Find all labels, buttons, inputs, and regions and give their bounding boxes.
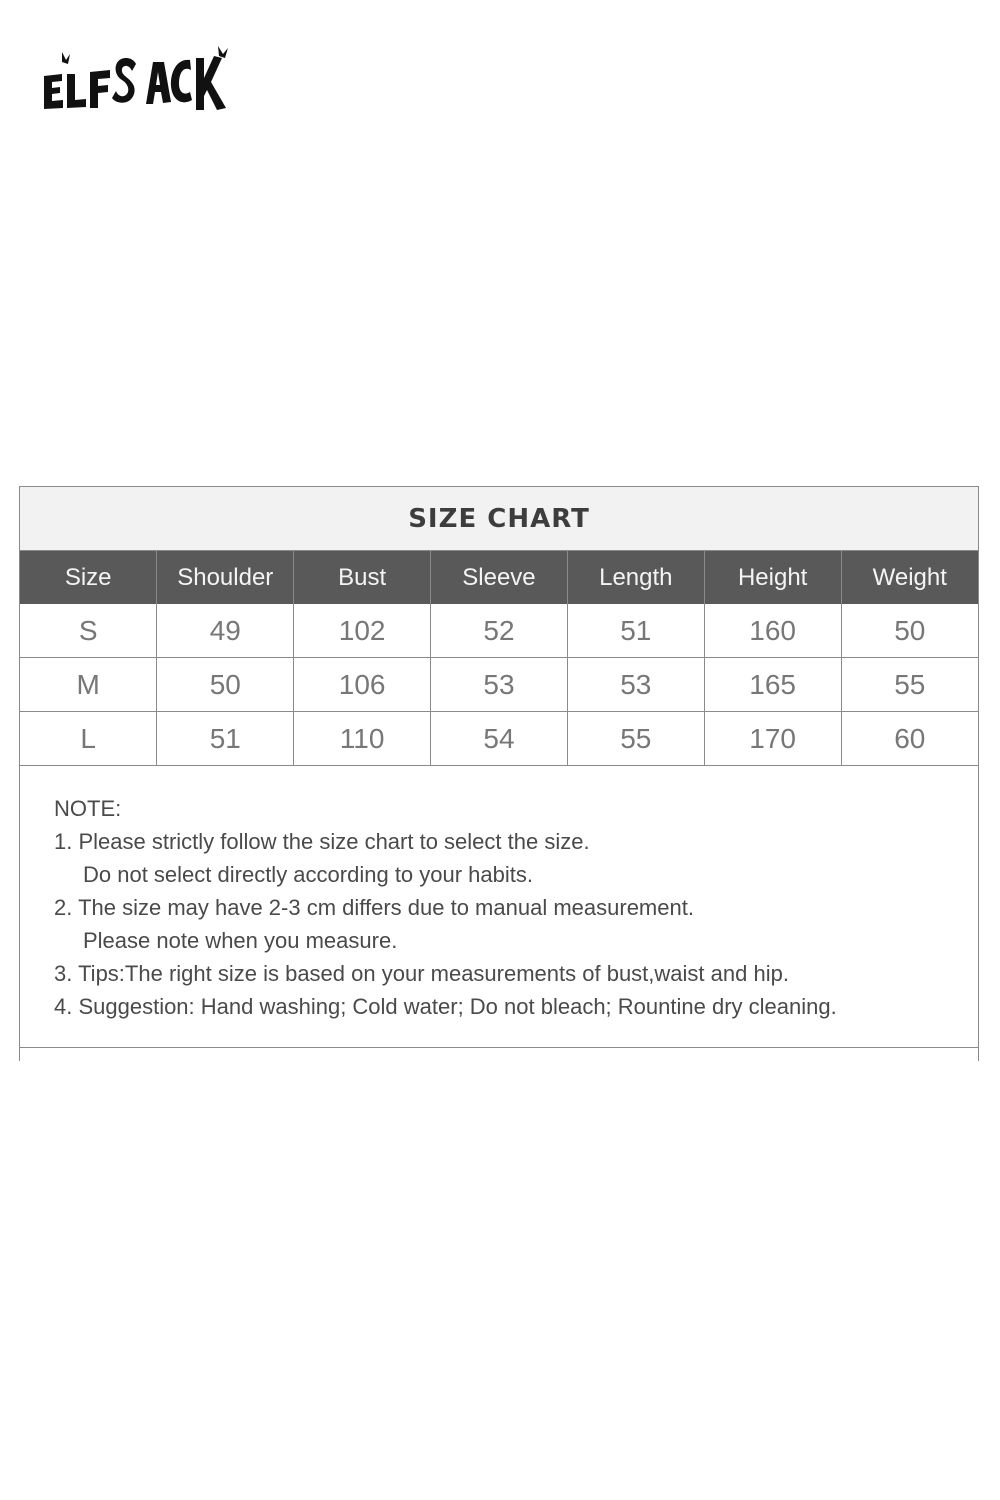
notes-heading: NOTE: (54, 796, 122, 821)
note-line: Please note when you measure. (83, 928, 398, 953)
cell-bust: 106 (294, 658, 431, 712)
cell-sleeve: 53 (431, 658, 568, 712)
column-header-weight: Weight (841, 551, 978, 604)
brand-logo-mark (40, 42, 240, 118)
note-line: 2. The size may have 2-3 cm differs due to manual measurement. (54, 895, 694, 920)
column-header-length: Length (567, 551, 704, 604)
note-line: Do not select directly according to your habits. (83, 862, 534, 887)
cell-weight: 60 (841, 712, 978, 766)
column-header-shoulder: Shoulder (157, 551, 294, 604)
note-line: 4. Suggestion: Hand washing; Cold water; Do not bleach; Rountine dry cleaning. (54, 994, 837, 1019)
note-line: 1. Please strictly follow the size chart to select the size. (54, 829, 590, 854)
column-header-height: Height (704, 551, 841, 604)
cell-length: 55 (567, 712, 704, 766)
cell-sleeve: 54 (431, 712, 568, 766)
cell-shoulder: 49 (157, 604, 294, 658)
cell-size: L (20, 712, 157, 766)
cell-bust: 110 (294, 712, 431, 766)
table-row (20, 712, 978, 766)
note-line: 3. Tips:The right size is based on your measurements of bust,waist and hip. (54, 961, 789, 986)
column-header-bust: Bust (294, 551, 431, 604)
brand-logo (40, 42, 240, 118)
size-table (20, 551, 978, 766)
table-row (20, 604, 978, 658)
cell-height: 165 (704, 658, 841, 712)
cell-size: M (20, 658, 157, 712)
cell-bust: 102 (294, 604, 431, 658)
cell-height: 160 (704, 604, 841, 658)
notes-section (20, 766, 978, 1048)
cell-sleeve: 52 (431, 604, 568, 658)
column-header-size: Size (20, 551, 157, 604)
cell-shoulder: 51 (157, 712, 294, 766)
cell-size: S (20, 604, 157, 658)
cell-length: 53 (567, 658, 704, 712)
table-row (20, 658, 978, 712)
size-table-header-row (20, 551, 978, 604)
size-chart-title: SIZE CHART (20, 487, 978, 551)
cell-weight: 55 (841, 658, 978, 712)
cell-weight: 50 (841, 604, 978, 658)
cell-height: 170 (704, 712, 841, 766)
cell-length: 51 (567, 604, 704, 658)
cell-shoulder: 50 (157, 658, 294, 712)
size-chart (19, 486, 979, 1061)
column-header-sleeve: Sleeve (431, 551, 568, 604)
